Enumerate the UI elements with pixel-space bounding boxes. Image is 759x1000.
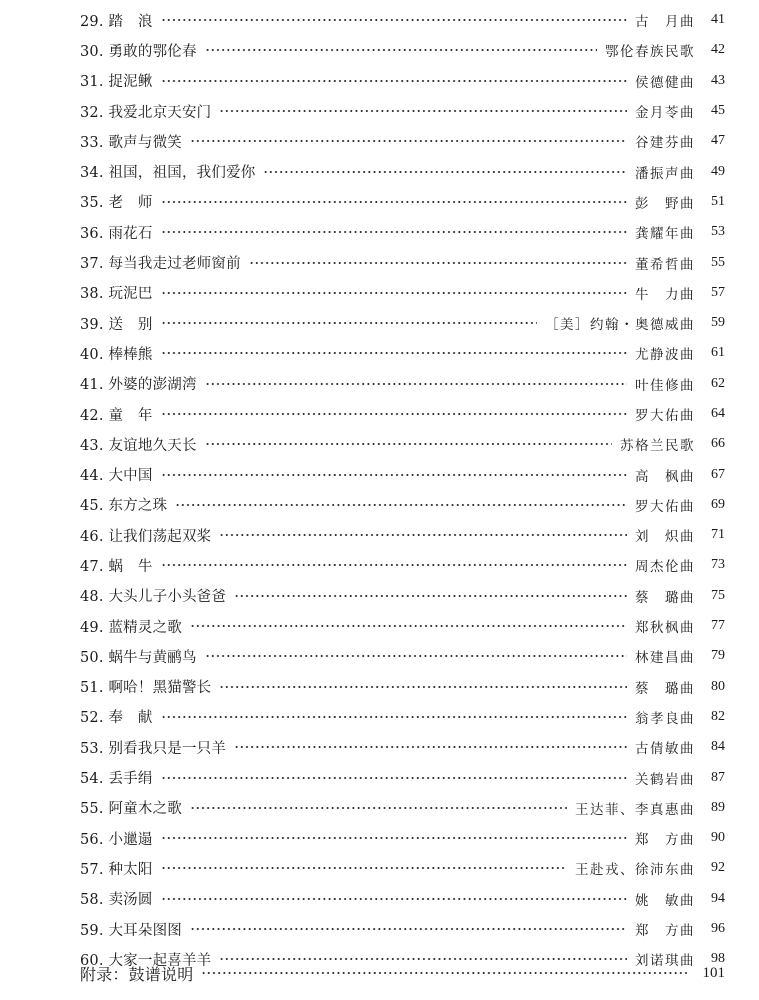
song-title: 57. 种太阳 <box>80 861 153 878</box>
song-title: 41. 外婆的澎湖湾 <box>80 377 197 394</box>
dot-leader <box>161 18 627 22</box>
song-title: 58. 卖汤圆 <box>80 892 153 909</box>
dot-leader <box>161 351 627 355</box>
toc-entry[interactable] <box>80 338 725 368</box>
page-number: 82 <box>711 708 725 724</box>
composer: 鄂伦春族民歌 <box>605 44 695 61</box>
composer: 蔡 璐曲 <box>635 680 695 697</box>
page-number: 67 <box>711 466 725 482</box>
song-title: 51. 啊哈！黑猫警长 <box>80 680 212 697</box>
composer: 苏格兰民歌 <box>620 438 695 455</box>
toc-entry[interactable] <box>80 641 725 671</box>
page-number: 73 <box>711 557 725 573</box>
appendix-page-number: 101 <box>702 964 725 981</box>
song-title: 55. 阿童木之歌 <box>80 801 182 818</box>
toc-entry[interactable] <box>80 702 725 732</box>
page-number: 80 <box>711 678 725 694</box>
song-title: 54. 丢手绢 <box>80 771 153 788</box>
appendix-entry[interactable] <box>80 957 725 989</box>
song-title: 39. 送 别 <box>80 316 153 333</box>
composer: 叶佳修曲 <box>635 377 695 394</box>
dot-leader <box>219 109 627 113</box>
song-title: 46. 让我们荡起双桨 <box>80 528 212 545</box>
page-number: 92 <box>711 860 725 876</box>
page-number: 66 <box>711 436 725 452</box>
page-number: 69 <box>711 496 725 512</box>
toc-list <box>80 5 725 975</box>
song-title: 29. 踏 浪 <box>80 13 153 30</box>
dot-leader <box>205 382 627 386</box>
song-title: 38. 玩泥巴 <box>80 286 153 303</box>
toc-entry[interactable] <box>80 247 725 277</box>
composer: 彭 野曲 <box>635 195 695 212</box>
song-title: 36. 雨花石 <box>80 225 153 242</box>
composer: 谷建芬曲 <box>635 135 695 152</box>
dot-leader <box>190 139 627 143</box>
dot-leader <box>161 412 627 416</box>
toc-entry[interactable] <box>80 66 725 96</box>
composer: 尤静波曲 <box>635 347 695 364</box>
song-title: 52. 奉 献 <box>80 710 153 727</box>
toc-entry[interactable] <box>80 35 725 65</box>
composer: ［美］约翰・奥德威曲 <box>545 317 695 334</box>
song-title: 47. 蜗 牛 <box>80 558 153 575</box>
toc-entry[interactable] <box>80 520 725 550</box>
page-number: 47 <box>711 133 725 149</box>
composer: 郑 方曲 <box>635 923 695 940</box>
toc-entry[interactable] <box>80 187 725 217</box>
song-title: 56. 小邋遢 <box>80 831 153 848</box>
dot-leader <box>234 745 627 749</box>
composer: 古倩敏曲 <box>635 741 695 758</box>
song-title: 40. 棒棒熊 <box>80 346 153 363</box>
toc-entry[interactable] <box>80 217 725 247</box>
dot-leader <box>219 685 627 689</box>
page-number: 43 <box>711 72 725 88</box>
page-number: 89 <box>711 799 725 815</box>
page-number: 41 <box>711 12 725 28</box>
page-number: 51 <box>711 193 725 209</box>
page-number: 84 <box>711 739 725 755</box>
toc-entry[interactable] <box>80 308 725 338</box>
song-title: 43. 友谊地久天长 <box>80 437 197 454</box>
composer: 龚耀年曲 <box>635 226 695 243</box>
page-number: 45 <box>711 103 725 119</box>
song-title: 53. 别看我只是一只羊 <box>80 740 227 757</box>
toc-entry[interactable] <box>80 762 725 792</box>
toc-entry[interactable] <box>80 823 725 853</box>
page-number: 96 <box>711 921 725 937</box>
toc-entry[interactable] <box>80 5 725 35</box>
song-title: 32. 我爱北京天安门 <box>80 104 212 121</box>
composer: 关鹤岩曲 <box>635 771 695 788</box>
dot-leader <box>219 533 627 537</box>
composer: 翁孝良曲 <box>635 710 695 727</box>
composer: 金月苓曲 <box>635 105 695 122</box>
toc-entry[interactable] <box>80 96 725 126</box>
song-title: 50. 蜗牛与黄鹂鸟 <box>80 649 197 666</box>
composer: 罗大佑曲 <box>635 408 695 424</box>
dot-leader <box>190 806 567 810</box>
appendix-title: 附录：鼓谱说明 <box>80 964 194 984</box>
composer: 牛 力曲 <box>635 286 695 303</box>
song-title: 44. 大中国 <box>80 468 153 485</box>
song-title: 45. 东方之珠 <box>80 498 168 515</box>
dot-leader <box>161 715 627 719</box>
page-number: 98 <box>711 951 725 967</box>
page-number: 94 <box>711 890 725 906</box>
toc-entry[interactable] <box>80 732 725 762</box>
song-title: 49. 蓝精灵之歌 <box>80 619 182 636</box>
dot-leader <box>205 654 627 658</box>
song-title: 37. 每当我走过老师窗前 <box>80 256 241 273</box>
page-number: 42 <box>711 42 725 58</box>
song-title: 42. 童 年 <box>80 407 153 424</box>
toc-entry[interactable] <box>80 429 725 459</box>
page-number: 77 <box>711 618 725 634</box>
song-title: 33. 歌声与微笑 <box>80 134 182 151</box>
page-number: 57 <box>711 284 725 300</box>
dot-leader <box>201 971 687 975</box>
song-title: 35. 老 师 <box>80 195 153 212</box>
composer: 董希哲曲 <box>635 256 695 273</box>
song-title: 59. 大耳朵图图 <box>80 922 182 939</box>
composer: 侯德健曲 <box>635 74 695 91</box>
song-title: 34. 祖国，祖国，我们爱你 <box>80 165 256 182</box>
page-number: 71 <box>711 527 725 543</box>
toc-entry[interactable] <box>80 550 725 580</box>
dot-leader <box>161 866 567 870</box>
page-number: 62 <box>711 375 725 391</box>
page-number: 87 <box>711 769 725 785</box>
toc-entry[interactable] <box>80 399 725 429</box>
page-number: 55 <box>711 254 725 270</box>
toc-entry[interactable] <box>80 459 725 489</box>
page-number: 59 <box>711 315 725 331</box>
song-title: 31. 捉泥鳅 <box>80 74 153 91</box>
composer: 蔡 璐曲 <box>635 589 695 606</box>
dot-leader <box>175 503 627 507</box>
page-number: 79 <box>711 648 725 664</box>
dot-leader <box>161 836 627 840</box>
page-number: 61 <box>711 345 725 361</box>
dot-leader <box>161 563 627 567</box>
toc-entry[interactable] <box>80 156 725 186</box>
toc-entry[interactable] <box>80 672 725 702</box>
dot-leader <box>161 230 627 234</box>
page-number: 90 <box>711 830 725 846</box>
composer: 王赴戎、徐沛东曲 <box>575 862 695 879</box>
toc-entry[interactable] <box>80 914 725 944</box>
dot-leader <box>161 321 537 325</box>
dot-leader <box>190 624 627 628</box>
composer: 刘诺琪曲 <box>635 953 695 970</box>
dot-leader <box>161 897 627 901</box>
toc-entry[interactable] <box>80 369 725 399</box>
page-number: 49 <box>711 163 725 179</box>
toc-entry[interactable] <box>80 490 725 520</box>
page-number: 64 <box>711 406 725 421</box>
composer: 刘 炽曲 <box>635 529 695 546</box>
page-number: 75 <box>711 587 725 603</box>
dot-leader <box>263 170 627 174</box>
dot-leader <box>234 594 627 598</box>
toc-entry[interactable] <box>80 581 725 611</box>
composer: 姚 敏曲 <box>635 892 695 909</box>
composer: 王达菲、李真惠曲 <box>575 801 695 818</box>
composer: 郑 方曲 <box>635 832 695 849</box>
dot-leader <box>161 200 627 204</box>
composer: 古 月曲 <box>635 14 695 31</box>
dot-leader <box>249 261 627 265</box>
composer: 周杰伦曲 <box>635 559 695 576</box>
composer: 郑秋枫曲 <box>635 620 695 637</box>
song-title: 48. 大头儿子小头爸爸 <box>80 589 227 606</box>
toc-entry[interactable] <box>80 611 725 641</box>
dot-leader <box>190 927 627 931</box>
composer: 潘振声曲 <box>635 165 695 182</box>
song-title: 60. 大家一起喜羊羊 <box>80 952 212 969</box>
composer: 高 枫曲 <box>635 468 695 485</box>
dot-leader <box>205 442 612 446</box>
song-title: 30. 勇敢的鄂伦春 <box>80 43 197 60</box>
composer: 林建昌曲 <box>635 650 695 667</box>
toc-entry[interactable] <box>80 884 725 914</box>
toc-entry[interactable] <box>80 853 725 883</box>
composer: 罗大佑曲 <box>635 498 695 515</box>
dot-leader <box>205 48 597 52</box>
dot-leader <box>161 776 627 780</box>
dot-leader <box>161 291 627 295</box>
toc-entry[interactable] <box>80 278 725 308</box>
page-number: 53 <box>711 224 725 240</box>
dot-leader <box>161 79 627 83</box>
toc-entry[interactable] <box>80 793 725 823</box>
dot-leader <box>161 473 627 477</box>
toc-entry[interactable] <box>80 126 725 156</box>
